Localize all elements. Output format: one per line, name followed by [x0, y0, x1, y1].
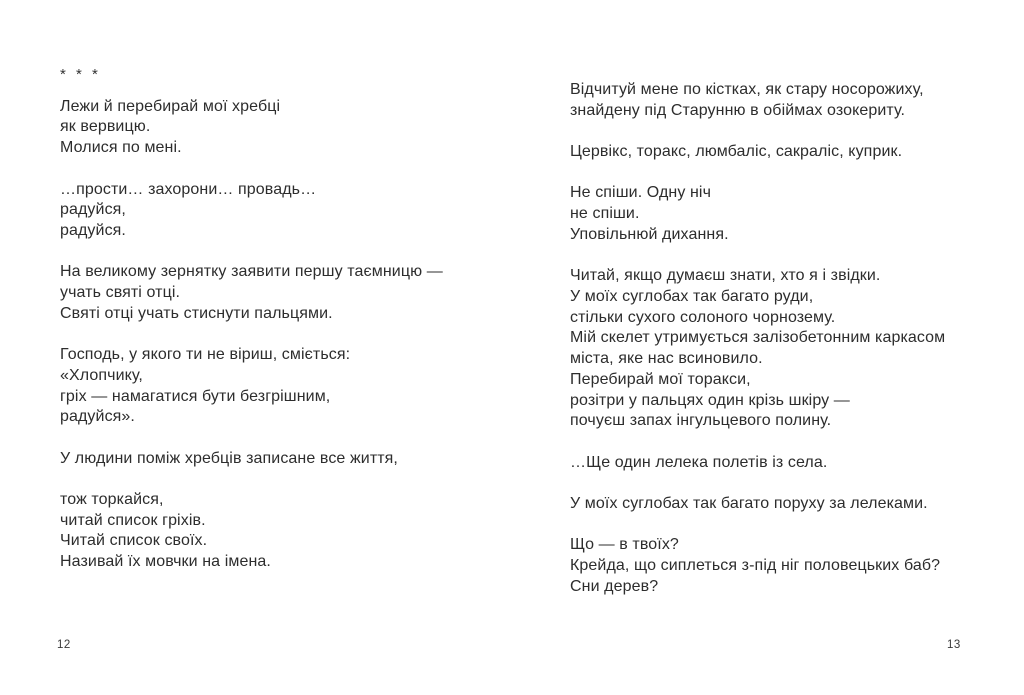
- poem-line: У моїх суглобах так багато поруху за лелеками.: [570, 494, 928, 512]
- poem-line: «Хлопчику,: [60, 366, 143, 384]
- poem-line: У людини поміж хребців записане все життя,: [60, 449, 398, 467]
- poem-line: На великому зернятку заявити першу таємницю —: [60, 263, 443, 281]
- poem-stanza: [570, 142, 1000, 163]
- poem-line: Читай список своїх.: [60, 532, 208, 550]
- poem-line: Уповільнюй дихання.: [570, 225, 729, 243]
- page-right-poem-column: [570, 80, 1000, 597]
- poem-stanza: [60, 180, 520, 242]
- poem-line: розітри у пальцях один крізь шкіру —: [570, 391, 850, 409]
- poem-line: тож торкайся,: [60, 490, 164, 508]
- poem-line: …прости… захорони… провадь…: [60, 180, 317, 198]
- poem-line: Не спіши. Одну ніч: [570, 184, 712, 202]
- poem-stanza: [60, 490, 520, 573]
- poem-line: Що — в твоїх?: [570, 536, 679, 554]
- poem-line: Лежи й перебирай мої хребці: [60, 97, 281, 115]
- poem-line: Відчитуй мене по кістках, як стару носорожиху,: [570, 81, 924, 98]
- poem-line: Мій скелет утримується залізобетонним каркасом: [570, 329, 946, 347]
- poem-line: Святі отці учать стиснути пальцями.: [60, 304, 333, 322]
- poem-stanza: [60, 262, 520, 324]
- poem-line: знайдену під Старунню в обіймах озокериту.: [570, 101, 906, 119]
- poem-line: не спіши.: [570, 205, 640, 223]
- poem-line: Називай їх мовчки на імена.: [60, 553, 271, 571]
- poem-stanza: [570, 494, 1000, 515]
- poem-line: як вервицю.: [60, 118, 151, 136]
- poem-line: почуєш запах інгульцевого полину.: [570, 412, 832, 430]
- poem-stanza: [570, 266, 1000, 432]
- poem-stanza: [570, 80, 1000, 121]
- poem-line: гріх — намагатися бути безгрішним,: [60, 387, 331, 405]
- poem-line: Молися по мені.: [60, 139, 182, 157]
- poem-line: читай список гріхів.: [60, 511, 206, 529]
- poem-stanza: [60, 449, 520, 470]
- poem-line: учать святі отці.: [60, 284, 181, 301]
- poem-stanza: [570, 183, 1000, 245]
- poem-line: Крейда, що сиплеться з-під ніг половецьких баб?: [570, 557, 941, 575]
- section-divider-asterisks: * * *: [60, 66, 101, 83]
- poem-stanza: [570, 535, 1000, 597]
- poem-line: Перебирай мої торакси,: [570, 370, 751, 388]
- poem-line: У моїх суглобах так багато руди,: [570, 287, 814, 305]
- poem-stanza: [60, 345, 520, 428]
- page-number-right: 13: [947, 639, 961, 651]
- page-number-left: 12: [57, 639, 71, 651]
- poem-line: Господь, у якого ти не віриш, сміється:: [60, 346, 351, 364]
- poem-line: Читай, якщо думаєш знати, хто я і звідки.: [570, 267, 881, 285]
- poem-right-stanzas: [570, 80, 1000, 597]
- poem-line: Цервікс, торакс, люмбаліс, сакраліс, куприк.: [570, 143, 903, 161]
- poem-line: стільки сухого солоного чорнозему.: [570, 308, 836, 326]
- poem-line: радуйся».: [60, 408, 135, 426]
- page-left-poem-column: [60, 65, 520, 573]
- poem-line: міста, яке нас всиновило.: [570, 350, 763, 368]
- poem-left-stanzas: [60, 97, 520, 573]
- poem-stanza: [60, 97, 520, 159]
- poem-line: радуйся.: [60, 221, 126, 239]
- poem-stanza: [570, 453, 1000, 474]
- poem-line: радуйся,: [60, 201, 126, 219]
- poem-line: Сни дерев?: [570, 577, 659, 595]
- poem-line: …Ще один лелека полетів із села.: [570, 453, 828, 471]
